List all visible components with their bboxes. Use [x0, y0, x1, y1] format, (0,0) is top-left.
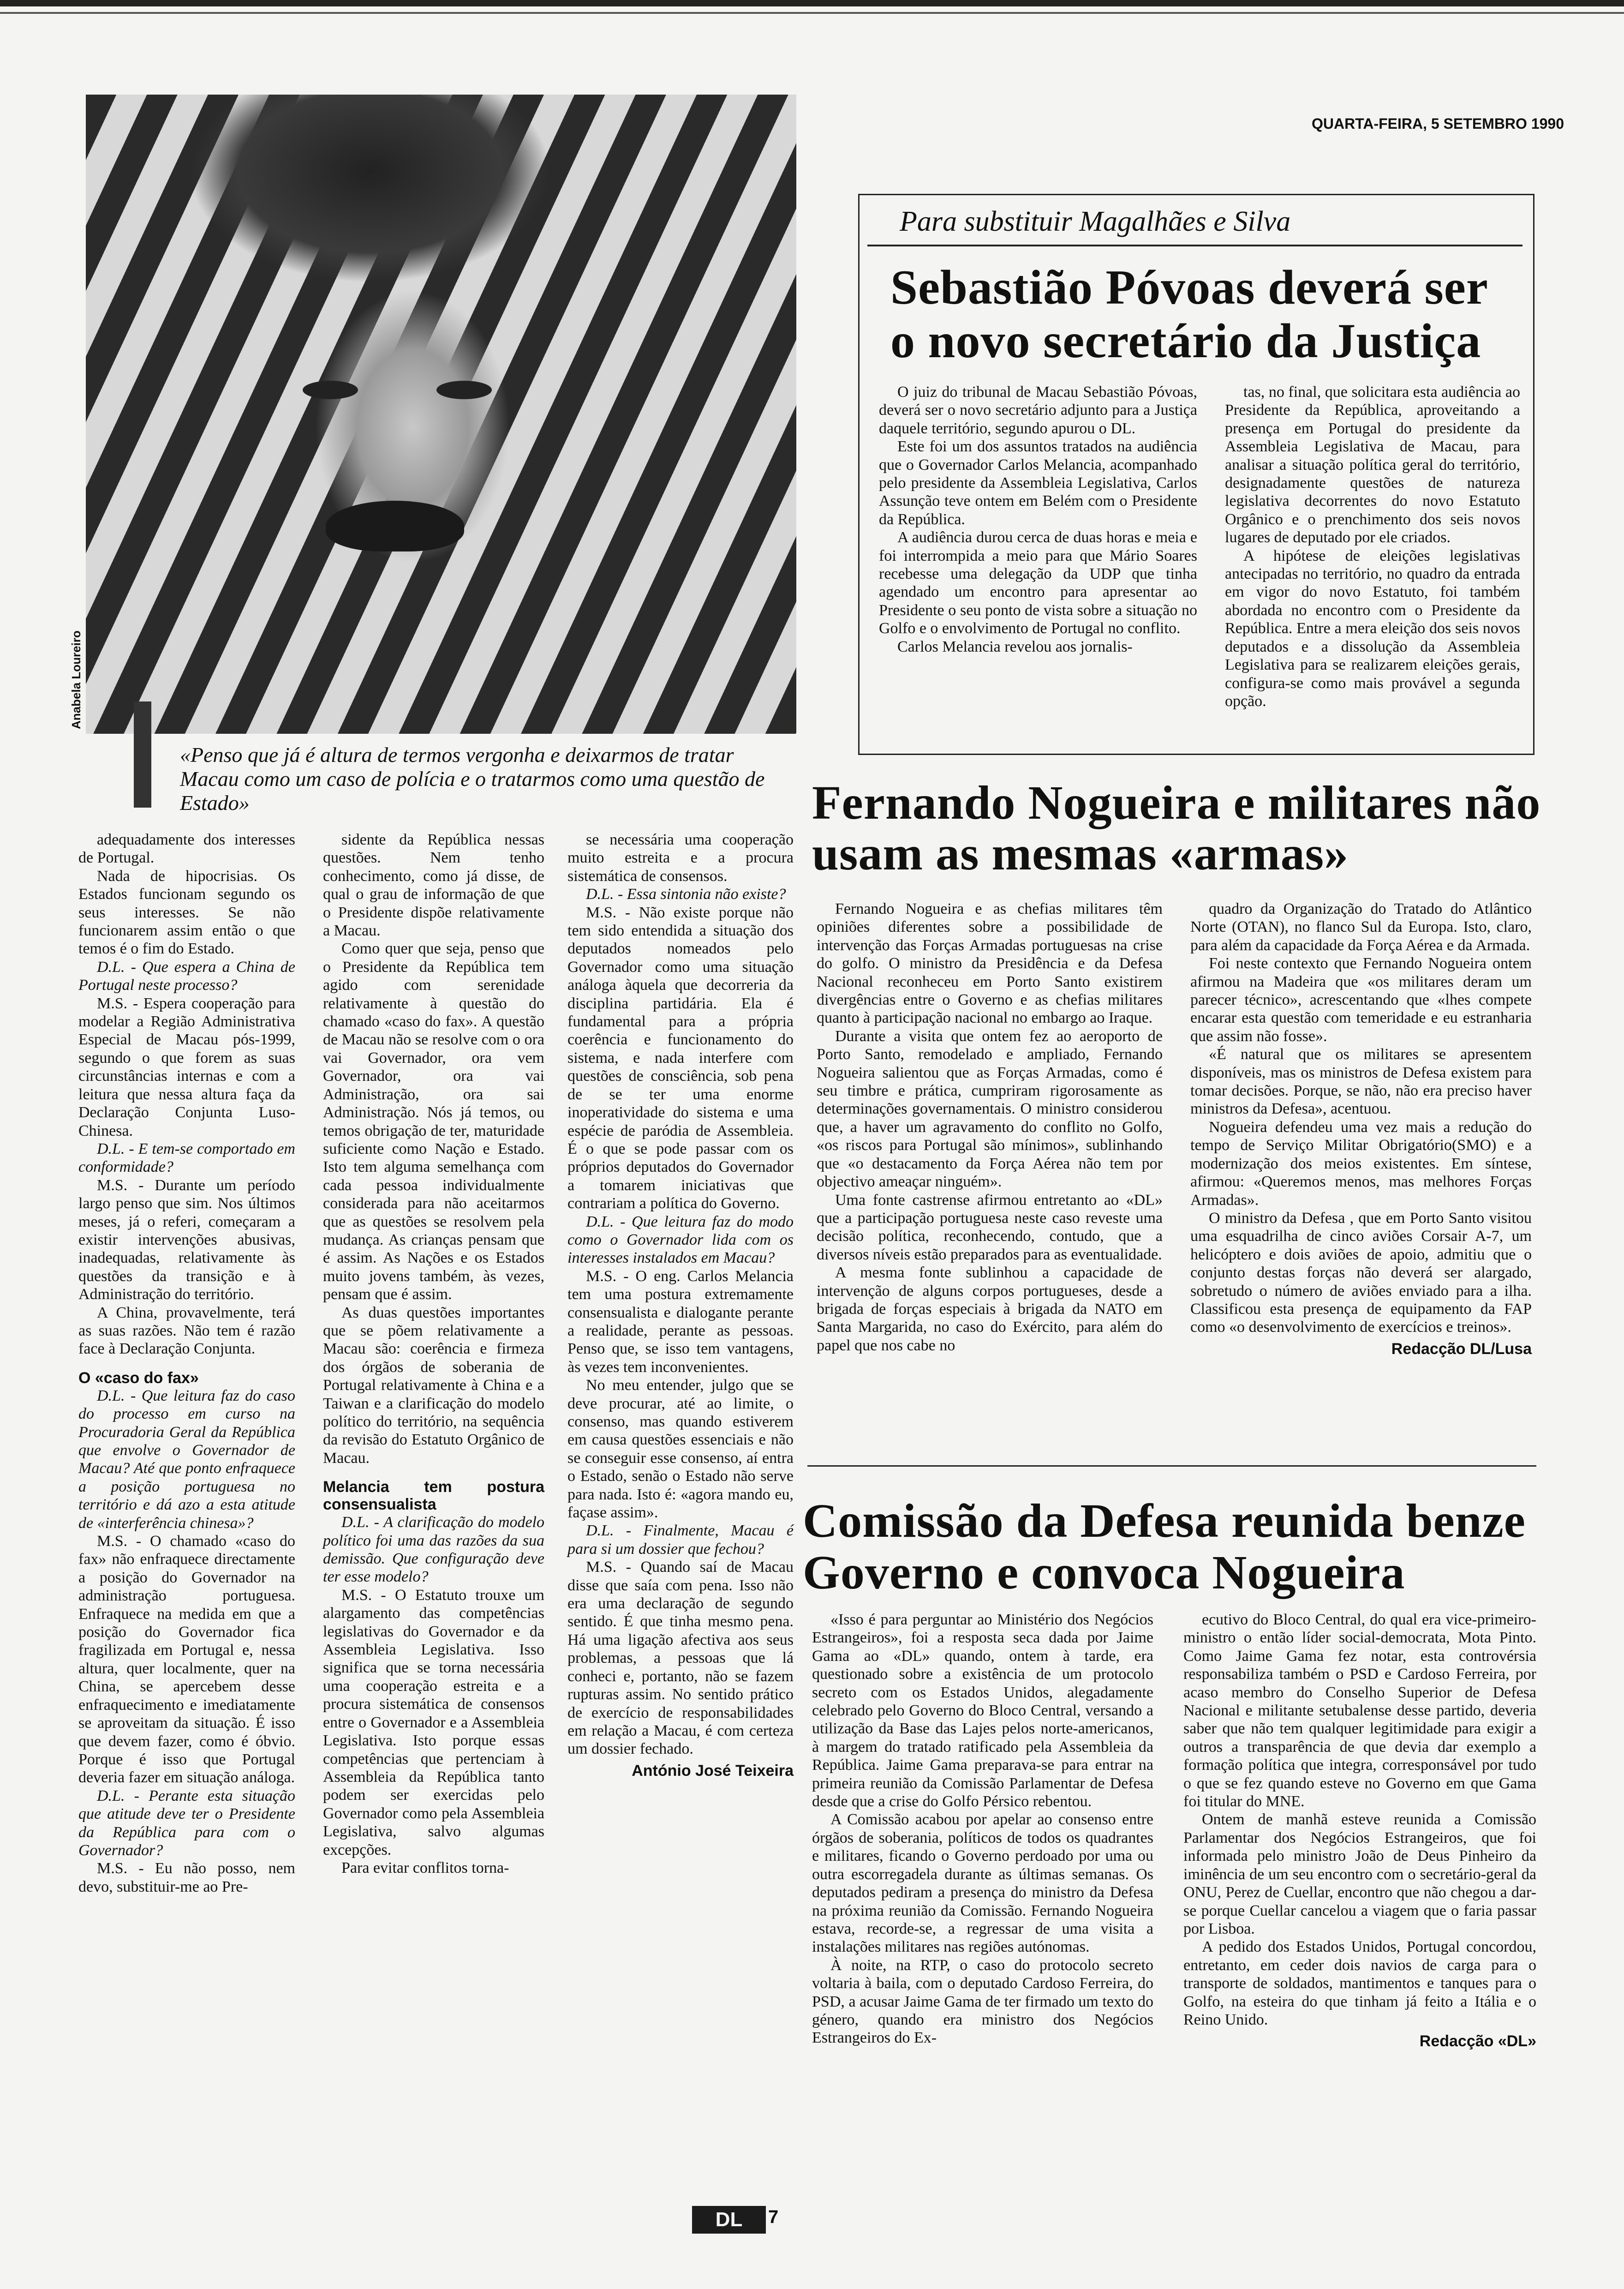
paragraph: «É natural que os militares se apresentem disponíveis, mas os ministros de Defesa existem para tomar decisões. Porque, se não, não era preciso haver ministros da Defesa», acentuou.: [1190, 1046, 1532, 1118]
paragraph: A China, provavelmente, terá as suas razões. Não tem é razão face à Declaração Conjunta.: [78, 1304, 295, 1358]
interview-question: D.L. - Finalmente, Macau é para si um dossier que fechou?: [567, 1522, 794, 1558]
paragraph: O juiz do tribunal de Macau Sebastião Póvoas, deverá ser o novo secretário adjunto para a Justiça daquele território, segundo apurou o DL.: [879, 383, 1197, 437]
edition-date: QUARTA-FEIRA, 5 SETEMBRO 1990: [1311, 115, 1564, 132]
interview-question: D.L. - E tem-se comportado em conformidade?: [78, 1140, 295, 1176]
paragraph: As duas questões importantes que se põem relativamente a Macau são: coerência e firmeza dos órgãos de soberania de Portugal relativamente à China e a Taiwan e a clarificação do modelo político do território, na sequência da revisão do Estatuto Orgânico de Macau.: [323, 1304, 544, 1467]
paragraph: Uma fonte castrense afirmou entretanto ao «DL» que a participação portuguesa neste caso reveste uma decisão política, reconhecendo, contudo, que a diversos níveis estão preparados para as eventualidade.: [817, 1191, 1163, 1263]
interview-column-1: [78, 831, 295, 1896]
paragraph: M.S. - Não existe porque não tem sido entendida a situação dos deputados nomeados pelo Governador como uma situação análoga àquela que decorreria da disciplina partidária. Ela é fundamental para a própria coerência e funcionamento do sistema, e nada interfere com questões de consciência, sob pena de se ter uma enorme inoperatividade do sistema e uma espécie de paródia de Assembleia. É o que se pode passar com os próprios deputados do Governador a tomarem iniciativas que contrariam a política do Governo.: [567, 904, 794, 1212]
kicker-rule: [867, 245, 1522, 246]
paragraph: Este foi um dos assuntos tratados na audiência que o Governador Carlos Melancia, acompanhado pelo presidente da Assembleia Legislativa, Carlos Assunção teve ontem em Belém com o Presidente da República.: [879, 438, 1197, 528]
paragraph: A mesma fonte sublinhou a capacidade de intervenção de alguns corpos portugueses, desde a brigada de forças especiais à brigada da NATO em Santa Margarida, no caso do Exército, para além do papel que nos cabe no: [817, 1264, 1163, 1354]
paragraph: A audiência durou cerca de duas horas e meia e foi interrompida a meio para que Mário Soares recebesse uma delegação da UDP que tinha agendado um encontro para apresentar ao Presidente o seu ponto de vista sobre a situação no Golfo e o envolvimento de Portugal no conflito.: [879, 529, 1197, 637]
paragraph: se necessária uma cooperação muito estreita e a procura sistemática de consensos.: [567, 831, 794, 885]
article1-headline: Sebastião Póvoas deverá ser o novo secretário da Justiça: [890, 260, 1487, 368]
dl-logo: DL: [692, 2206, 766, 2234]
paragraph: A pedido dos Estados Unidos, Portugal concordou, entretanto, em ceder dois navios de carga para o transporte de soldados, mantimentos e tanques para o Golfo, na esteira do que tinham já feito a Itália e o Reino Unido.: [1183, 1938, 1536, 2028]
article3-headline: Comissão da Defesa reunida benze Governo e convoca Nogueira: [803, 1494, 1526, 1599]
paragraph: Como quer que seja, penso que o Presidente da República tem agido com serenidade relativamente à questão do chamado «caso do fax». A questão de Macau não se resolve com o ora vai Governador, ora vem Governador, ora vai Administração, ora sai Administração. Nós já temos, ou temos obrigação de ter, maturidade suficiente como Nação e Estado. Isto tem alguma semelhança com cada pessoa individualmente considerada para não aceitarmos que as questões se resolvem pela mudança. As crianças pensam que é assim. As Nações e os Estados muito jovens também, às vezes, pensam que é assim.: [323, 940, 544, 1303]
paragraph: M.S. - Eu não posso, nem devo, substituir-me ao Pre-: [78, 1860, 295, 1895]
paragraph: À noite, na RTP, o caso do protocolo secreto voltaria à baila, com o deputado Cardoso Ferreira, do PSD, a acusar Jaime Gama de ter firmado um texto do género, quando era ministro dos Negócios Estrangeiros do Ex-: [812, 1956, 1153, 2047]
photo-detail: [326, 501, 464, 551]
paragraph: A Comissão acabou por apelar ao consenso entre órgãos de soberania, políticos de todos os quadrantes e militares, ficando o Governo perdoado por uma ou outra escorregadela durante as últimas semanas. Os deputados pediram a presença do ministro da Defesa na próxima reunião da Comissão. Fernando Nogueira estava, recorde-se, a regressar de uma visita a instalações militares nas regiões autónomas.: [812, 1811, 1153, 1956]
paragraph: Nada de hipocrisias. Os Estados funcionam segundo os seus interesses. Se não funcionarem assim então o que temos é o fim do Estado.: [78, 867, 295, 958]
quote-bar: [134, 701, 151, 808]
paragraph: tas, no final, que solicitara esta audiência ao Presidente da República, aproveitando a presença em Portugal do presidente da Assembleia Legislativa de Macau, para analisar a situação política geral do território, designadamente questões de natureza legislativa decorrentes do novo Estatuto Orgânico e o prenchimento dos seis novos lugares de deputado por ele criados.: [1225, 383, 1520, 546]
top-border: [0, 0, 1624, 6]
byline: António José Teixeira: [632, 1762, 794, 1780]
article2-column-1: [817, 900, 1163, 1354]
paragraph: «Isso é para perguntar ao Ministério dos Negócios Estrangeiros», foi a resposta seca dada por Jaime Gama ao «DL» quando, ontem à tarde, era questionado sobre a existência de um protocolo secreto com os Estados Unidos, alegadamente celebrado pelo Governo do Bloco Central, versando a utilização da Base das Lajes pelos norte-americanos, à margem do tratado ratificado pela Assembleia da República. Jaime Gama preparava-se para entrar na primeira reunião da Comissão Parlamentar de Defesa desde que a crise do Golfo Pérsico rebentou.: [812, 1611, 1153, 1810]
paragraph: adequadamente dos interesses de Portugal.: [78, 831, 295, 867]
photo-credit: Anabela Loureiro: [69, 630, 83, 729]
interview-column-3: [567, 831, 794, 1780]
interview-question: D.L. - Perante esta situação que atitude deve ter o Presidente da República para com o Governador?: [78, 1787, 295, 1859]
article1-kicker: Para substituir Magalhães e Silva: [900, 206, 1291, 237]
paragraph: M.S. - Durante um período largo penso que sim. Nos últimos meses, já o referi, começaram a existir intervenções abusivas, inadequadas, relativamente às questões da transição e à Administração do território.: [78, 1176, 295, 1303]
paragraph: A hipótese de eleições legislativas antecipadas no território, no quadro da entrada em vigor do novo Estatuto, foi também abordada no encontro com o Presidente da República. Entre a mera eleição dos seis novos deputados e a dissolução da Assembleia Legislativa para se realizarem eleições gerais, configura-se como mais provável a segunda opção.: [1225, 547, 1520, 710]
article2-column-2: [1190, 900, 1532, 1358]
paragraph: Durante a visita que ontem fez ao aeroporto de Porto Santo, remodelado e ampliado, Fernando Nogueira salientou que as Forças Armadas, como é seu timbre e prática, cumpriram rigorosamente as determinações governamentais. O ministro considerou que, a haver um agravamento do conflito no Golfo, «os riscos para Portugal são mínimos», sublinhando que «o destacamento da Força Aérea não tem por objectivo ameaçar ninguém».: [817, 1027, 1163, 1191]
paragraph: No meu entender, julgo que se deve procurar, até ao limite, o consenso, mas quando estiverem em causa questões essenciais e não se conseguir esse consenso, aí entra o Estado, senão o Estado não serve para nada. Isto é: «agora mando eu, façase assim».: [567, 1377, 794, 1522]
paragraph: sidente da República nessas questões. Nem tenho conhecimento, como já disse, de qual o grau de informação de que o Presidente dispõe relativamente a Macau.: [323, 831, 544, 940]
page-number: 7: [768, 2207, 779, 2227]
interview-question: D.L. - A clarificação do modelo político foi uma das razões da sua demissão. Que configuração deve ter esse modelo?: [323, 1514, 544, 1586]
article1-column-1: [879, 383, 1197, 656]
interview-question: D.L. - Que leitura faz do modo como o Governador lida com os interesses instalados em Macau?: [567, 1213, 794, 1267]
paragraph: ecutivo do Bloco Central, do qual era vice-primeiro-ministro o então líder social-democrata, Mota Pinto. Como Jaime Gama fez notar, esta controvérsia responsabiliza também o PSD e Cardoso Ferreira, por acaso membro do Conselho Superior de Defesa Nacional e militante setubalense desse partido, deveria saber que não tem qualquer legitimidade para exigir a outros a transparência de que devia dar exemplo a formação política que integra, corresponsável por tudo o que se fez quando esteve no Governo em que Gama foi titular do MNE.: [1183, 1611, 1536, 1810]
paragraph: O ministro da Defesa , que em Porto Santo visitou uma esquadrilha de cinco aviões Corsair A-7, um helicóptero e dois aviões de apoio, admitiu que o conjunto destas forças não deverá ser alargado, sobretudo o número de aviões enviado para a ilha. Classificou esta presença de equipamento da FAP como «o desenvolvimento de exercícios e treinos».: [1190, 1209, 1532, 1336]
article3-column-1: [812, 1611, 1153, 2047]
interview-question: D.L. - Essa sintonia não existe?: [586, 886, 786, 903]
photo-caption: «Penso que já é altura de termos vergonha e deixarmos de tratar Macau como um caso de polícia e o tratarmos como uma questão de Estado»: [180, 743, 765, 815]
paragraph: Para evitar conflitos torna-: [341, 1859, 509, 1876]
byline: Redacção «DL»: [1419, 2032, 1536, 2050]
paragraph: Foi neste contexto que Fernando Nogueira ontem afirmou na Madeira que «os militares deram um parecer técnico», acrescentando que «lhes compete encarar esta questão com temeridade e eu estranharia que assim não fosse».: [1190, 955, 1532, 1045]
paragraph: Nogueira defendeu uma vez mais a redução do tempo de Serviço Militar Obrigatório(SMO) e a modernização dos meios existentes. Em síntese, afirmou: «Queremos menos, mas melhores Forças Armadas».: [1190, 1118, 1532, 1209]
paragraph: M.S. - O Estatuto trouxe um alargamento das competências legislativas do Governador e da Assembleia Legislativa. Isso significa que se torna necessária uma cooperação estreita e a procura sistemática de consensos entre o Governador e a Assembleia Legislativa. Isto porque essas competências que pertenciam à Assembleia da República tanto podem ser exercidas pelo Governador como pela Assembleia Legislativa, salvo algumas excepções.: [323, 1586, 544, 1858]
paragraph: M.S. - O chamado «caso do fax» não enfraquece directamente a posição do Governador na administração portuguesa. Enfraquece na medida em que a posição do Governador fica fragilizada em Portugal e, nessa altura, quer localmente, quer na China, se apercebem desse enfraquecimento e imediatamente se aproveitam da situação. É isso que devem fazer, como é óbvio. Porque é isso que Portugal deveria fazer em situação análoga.: [78, 1533, 295, 1786]
photo-detail: [303, 381, 358, 399]
article3-column-2: [1183, 1611, 1536, 2051]
portrait-photo: [86, 95, 796, 734]
article2-headline: Fernando Nogueira e militares não usam as mesmas «armas»: [812, 776, 1541, 880]
paragraph: Fernando Nogueira e as chefias militares têm opiniões diferentes sobre a possibilidade de intervenção das Forças Armadas portuguesas na crise do golfo. O ministro da Presidência e da Defesa Nacional reconheceu em Porto Santo existirem divergências entre o Governo e as chefias militares quanto à participação nacional no embargo ao Iraque.: [817, 900, 1163, 1027]
paragraph: M.S. - Espera cooperação para modelar a Região Administrativa Especial de Macau pós-1999, segundo o que forem as suas circunstâncias internas e com a leitura que nessa altura faça da Declaração Conjunta Luso-Chinesa.: [78, 995, 295, 1139]
paragraph: M.S. - O eng. Carlos Melancia tem uma postura extremamente consensualista e dialogante perante a realidade, perante as pessoas. Penso que, se isso tem vantagens, às vezes tem inconvenientes.: [567, 1267, 794, 1376]
photo-detail: [436, 381, 492, 399]
interview-question: D.L. - Que leitura faz do caso do processo em curso na Procuradoria Geral da República que envolve o Governador de Macau? Até que ponto enfraquece a posição portuguesa no território e dá azo a esta atitude de «interferência chinesa»?: [78, 1387, 295, 1532]
paragraph: Ontem de manhã esteve reunida a Comissão Parlamentar dos Negócios Estrangeiros, que foi informada pelo ministro João de Deus Pinheiro da iminência de um seu encontro com o secretário-geral da ONU, Perez de Cuellar, encontro que não chegou a dar-se porque Cuellar cancelou a viagem que o faria passar por Lisboa.: [1183, 1811, 1536, 1937]
article1-column-2: [1225, 383, 1520, 710]
interview-question: D.L. - Que espera a China de Portugal neste processo?: [78, 958, 295, 994]
subheading: Melancia tem postura consensualista: [323, 1478, 544, 1514]
paragraph: Carlos Melancia revelou aos jornalis-: [897, 638, 1133, 655]
interview-column-2: [323, 831, 544, 1877]
subheading: O «caso do fax»: [78, 1369, 199, 1387]
article-divider: [807, 1465, 1536, 1467]
paragraph: M.S. - Quando saí de Macau disse que saía com pena. Isso não era uma declaração de segundo sentido. É que tinha mesmo pena. Há uma ligação afectiva aos seus problemas, a pessoas que lá conheci e, portanto, não se fazem rupturas assim. No sentido prático de exercício de responsabilidades em relação a Macau, é com certeza um dossier fechado.: [567, 1558, 794, 1758]
byline: Redacção DL/Lusa: [1391, 1340, 1532, 1358]
top-border-thin: [0, 12, 1624, 14]
paragraph: quadro da Organização do Tratado do Atlântico Norte (OTAN), no flanco Sul da Europa. Isto, claro, para além da capacidade da Força Aérea e da Armada.: [1190, 900, 1532, 954]
